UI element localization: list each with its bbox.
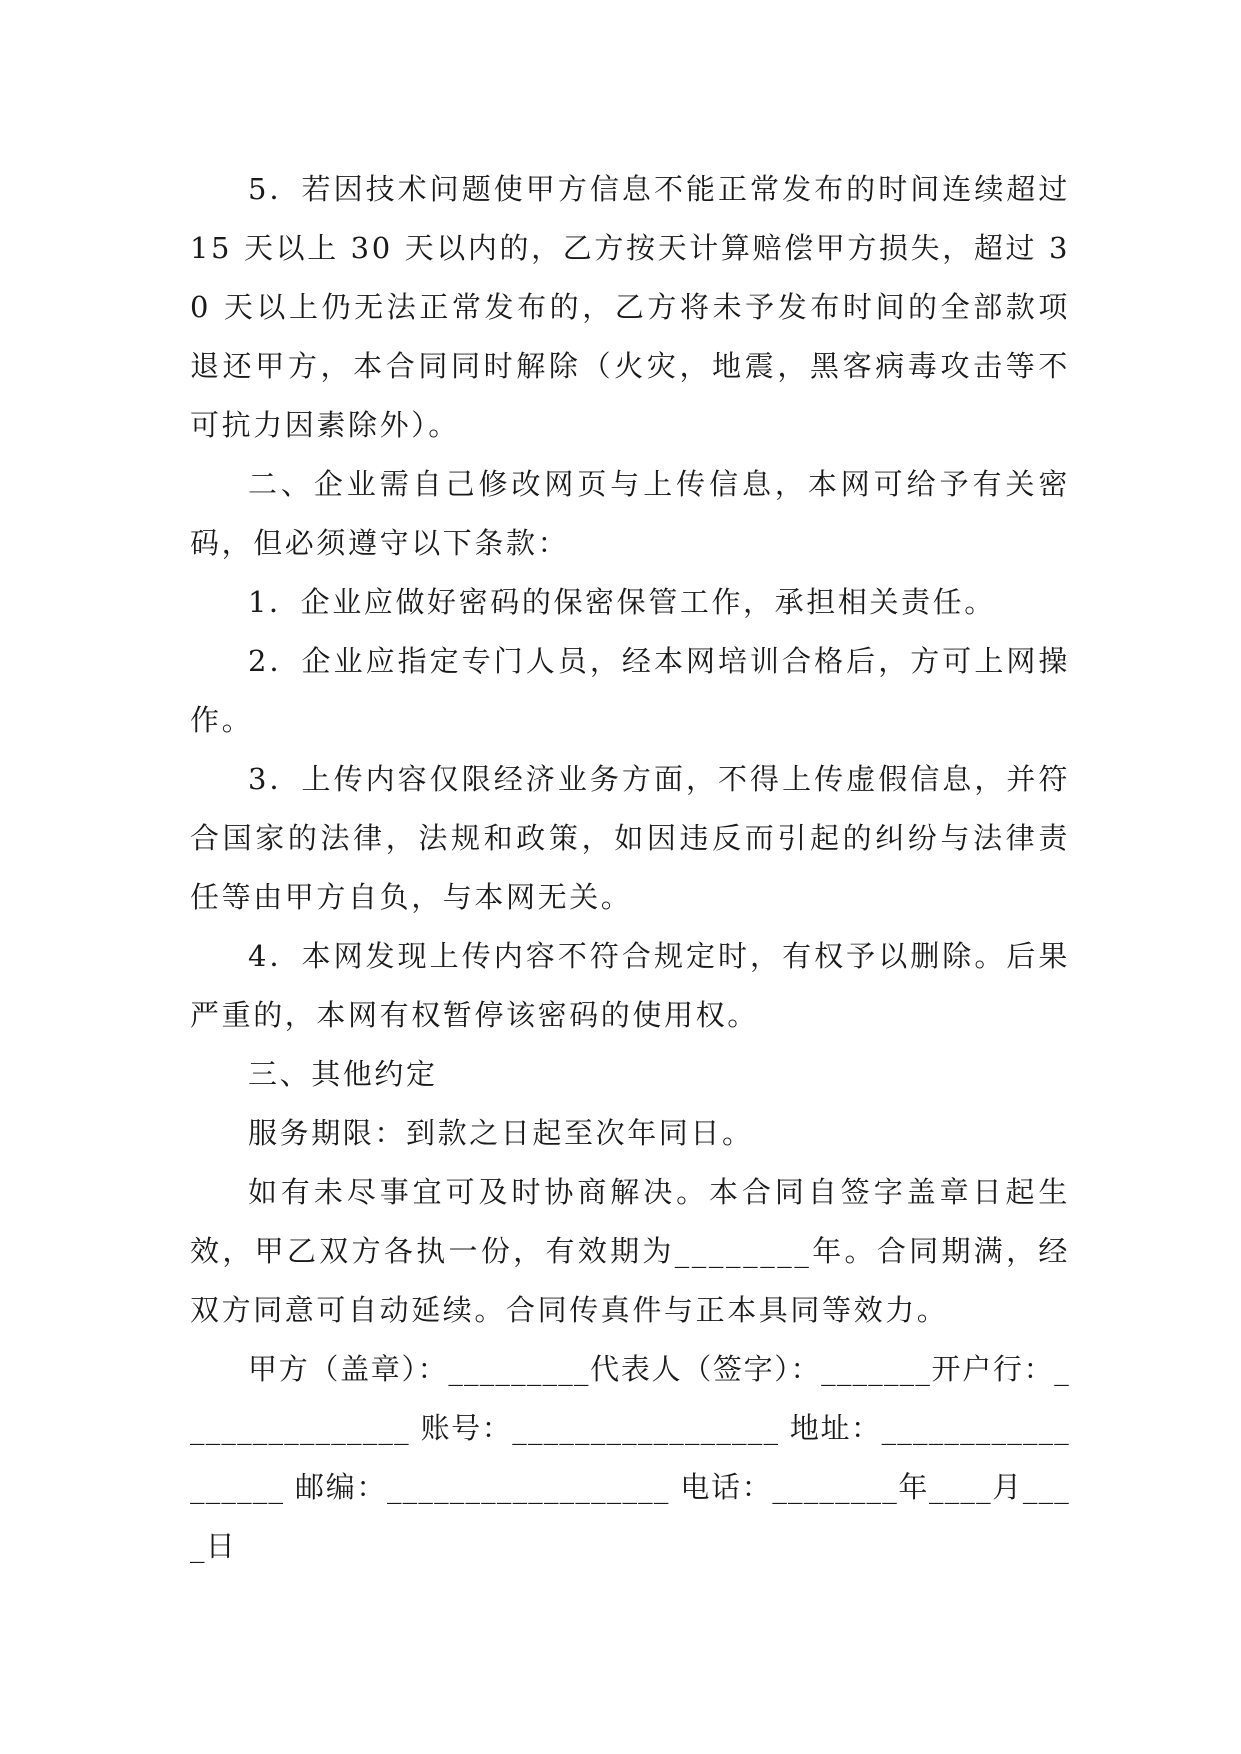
clause-2-2-paragraph: 2．企业应指定专门人员，经本网培训合格后，方可上网操作。 — [190, 644, 1070, 737]
validity-paragraph: 如有未尽事宜可及时协商解决。本合同自签字盖章日起生效，甲乙双方各执一份，有效期为________年。合同期满，经双方同意可自动延续。合同传真件与正本具同等效力。 — [190, 1175, 1070, 1327]
clause-5-paragraph: 5．若因技术问题使甲方信息不能正常发布的时间连续超过 15 天以上 30 天以内的，乙方按天计算赔偿甲方损失，超过 30 天以上仍无法正常发布的，乙方将未予发布时间的全部款项退还甲方，本合同同时解除（火灾，地震，黑客病毒攻击等不可抗力因素除外）。 — [190, 172, 1070, 442]
service-term-paragraph: 服务期限：到款之日起至次年同日。 — [248, 1116, 754, 1150]
clause-2-1-paragraph: 1．企业应做好密码的保密保管工作，承担相关责任。 — [248, 585, 996, 619]
clause-2-3-paragraph: 3．上传内容仅限经济业务方面，不得上传虚假信息，并符合国家的法律，法规和政策，如因违反而引起的纠纷与法律责任等由甲方自负，与本网无关。 — [190, 762, 1070, 914]
section-2-heading-paragraph: 二、企业需自己修改网页与上传信息，本网可给予有关密码，但必须遵守以下条款： — [190, 467, 1070, 560]
document-body — [190, 160, 1070, 1576]
section-3-heading: 三、其他约定 — [248, 1057, 438, 1091]
signature-block-paragraph: 甲方（盖章）：_________代表人（签字）：_______开户行：_______________ 账号：_________________ 地址：__________________ 邮编：__________________ 电话：________年____月____日 — [190, 1352, 1070, 1563]
clause-2-4-paragraph: 4．本网发现上传内容不符合规定时，有权予以删除。后果严重的，本网有权暂停该密码的使用权。 — [190, 939, 1070, 1032]
